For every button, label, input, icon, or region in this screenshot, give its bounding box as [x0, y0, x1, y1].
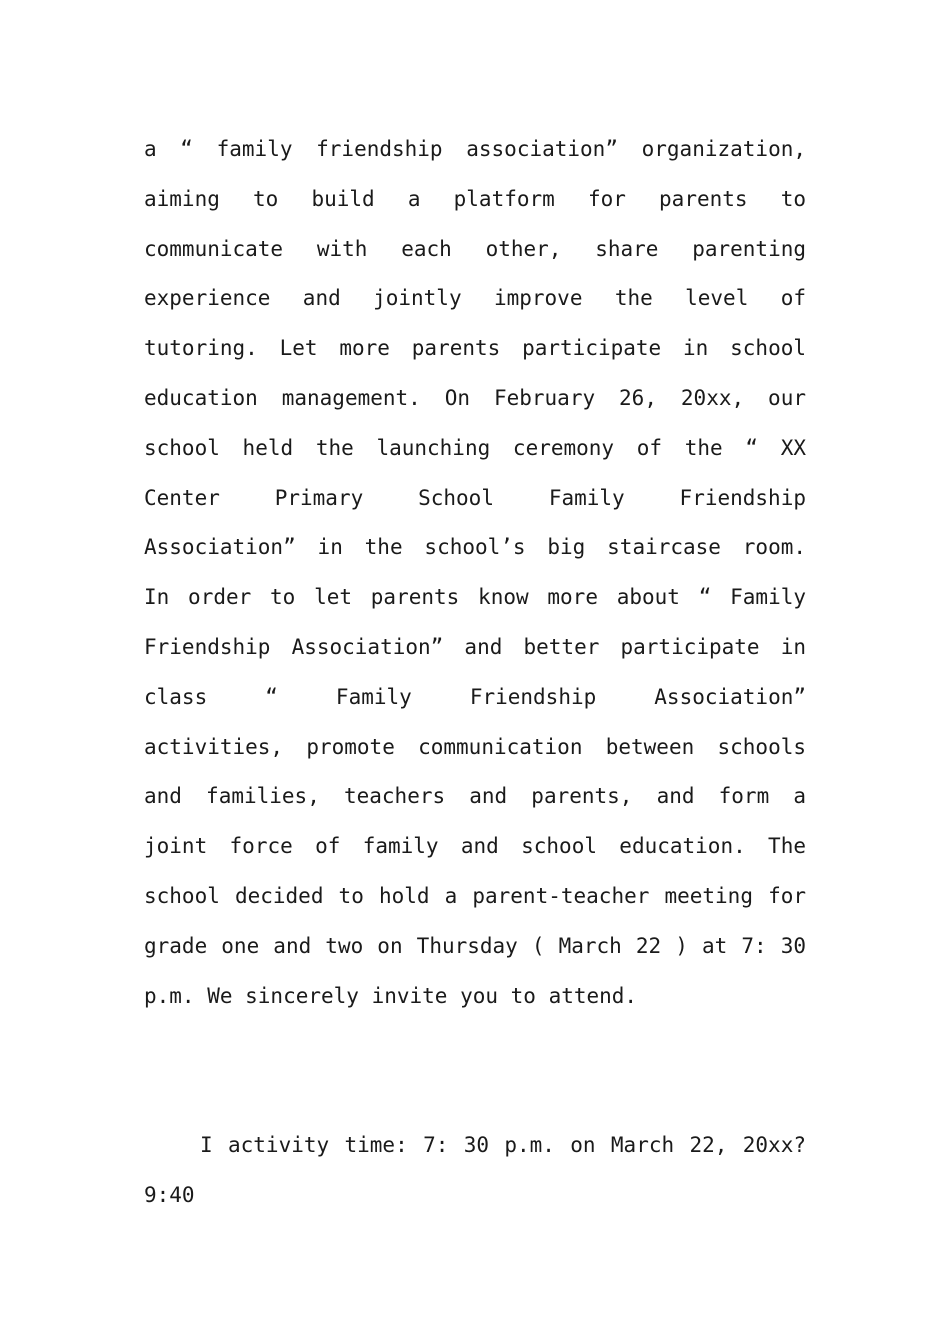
paragraph-line: experience and jointly improve the level of: [144, 286, 806, 311]
paragraph-line: communicate with each other, share parenting: [144, 236, 806, 261]
paragraph-line: and families, teachers and parents, and form a: [144, 784, 806, 809]
paragraph-line: Friendship Association” and better participate in: [144, 634, 806, 659]
paragraph-line: school decided to hold a parent-teacher meeting for: [144, 883, 806, 908]
paragraph-line: Association” in the school’s big staircase room.: [144, 535, 806, 560]
paragraph-line: p.m. We sincerely invite you to attend.: [144, 983, 638, 1008]
paragraph-line: education management. On February 26, 20xx, our: [144, 385, 806, 410]
paragraph-line: tutoring. Let more parents participate in school: [144, 336, 806, 361]
paragraph-line: school held the launching ceremony of the “ XX: [144, 435, 806, 460]
paragraph-line: class “ Family Friendship Association”: [144, 684, 806, 709]
paragraph-line: Center Primary School Family Friendship: [144, 485, 806, 510]
paragraph-line: joint force of family and school education. The: [144, 834, 806, 859]
paragraph-line: a “ family friendship association” organization,: [144, 137, 806, 161]
activity-time-line: 9:40: [144, 1182, 195, 1207]
invitation-paragraph: [144, 125, 806, 1021]
paragraph-line: In order to let parents know more about “ Family: [144, 585, 806, 610]
paragraph-line: activities, promote communication between schools: [144, 734, 806, 759]
activity-time-line: I activity time: 7: 30 p.m. on March 22, 20xx?: [200, 1133, 806, 1157]
paragraph-line: grade one and two on Thursday ( March 22 ) at 7: 30: [144, 933, 806, 958]
activity-time-section: [144, 1121, 806, 1221]
paragraph-line: aiming to build a platform for parents to: [144, 186, 806, 211]
